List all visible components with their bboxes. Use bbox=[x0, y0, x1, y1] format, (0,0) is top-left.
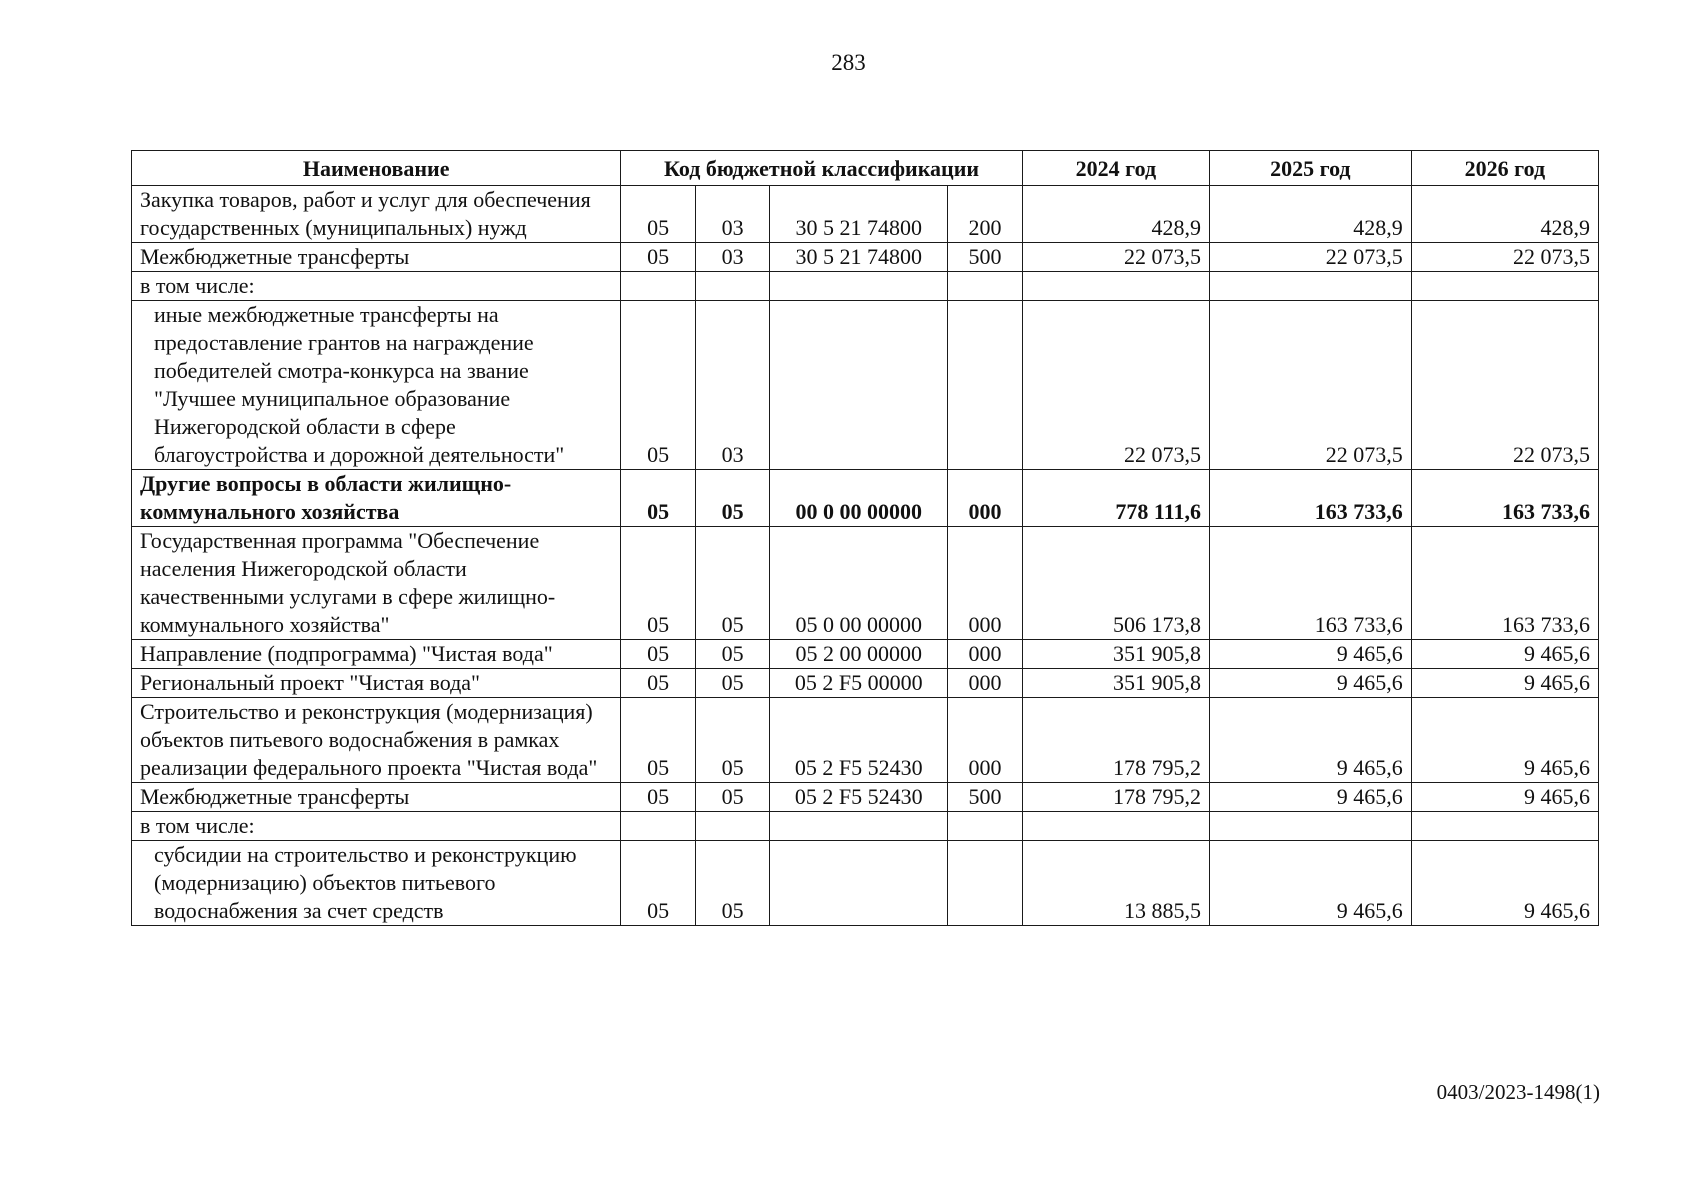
table-row bbox=[132, 470, 1599, 527]
row-section: 05 bbox=[621, 841, 695, 926]
row-subsection: 05 bbox=[695, 640, 769, 669]
table-row bbox=[132, 243, 1599, 272]
row-value-2025: 22 073,5 bbox=[1209, 301, 1411, 470]
row-value-2025 bbox=[1209, 272, 1411, 301]
row-value-2024: 178 795,2 bbox=[1022, 783, 1209, 812]
table-row bbox=[132, 640, 1599, 669]
row-subsection: 03 bbox=[695, 301, 769, 470]
row-subsection bbox=[695, 812, 769, 841]
row-section: 05 bbox=[621, 783, 695, 812]
document-code: 0403/2023-1498(1) bbox=[1436, 1080, 1600, 1104]
row-value-2026: 163 733,6 bbox=[1411, 470, 1598, 527]
row-name: Региональный проект "Чистая вода" bbox=[132, 669, 621, 698]
row-value-2026: 9 465,6 bbox=[1411, 669, 1598, 698]
row-section bbox=[621, 812, 695, 841]
table-row bbox=[132, 812, 1599, 841]
row-value-2025 bbox=[1209, 812, 1411, 841]
row-expense-type: 000 bbox=[948, 470, 1022, 527]
table-row bbox=[132, 841, 1599, 926]
row-subsection: 05 bbox=[695, 698, 769, 783]
row-name bbox=[132, 301, 621, 470]
row-expense-type: 000 bbox=[948, 527, 1022, 640]
row-subsection: 05 bbox=[695, 783, 769, 812]
row-target-article: 30 5 21 74800 bbox=[770, 186, 948, 243]
row-value-2024 bbox=[1022, 812, 1209, 841]
row-subsection: 03 bbox=[695, 243, 769, 272]
row-section: 05 bbox=[621, 640, 695, 669]
row-name: Государственная программа "Обеспечение населения Нижегородской области качественными услугами в сфере жилищно-коммунального хозяйства" bbox=[132, 527, 621, 640]
row-value-2024: 22 073,5 bbox=[1022, 301, 1209, 470]
row-name: Межбюджетные трансферты bbox=[132, 243, 621, 272]
row-subsection: 05 bbox=[695, 841, 769, 926]
table-row bbox=[132, 669, 1599, 698]
header-2024: 2024 год bbox=[1022, 151, 1209, 186]
row-expense-type bbox=[948, 301, 1022, 470]
row-section bbox=[621, 272, 695, 301]
row-target-article: 00 0 00 00000 bbox=[770, 470, 948, 527]
row-expense-type: 200 bbox=[948, 186, 1022, 243]
row-target-article: 05 2 F5 52430 bbox=[770, 783, 948, 812]
row-name-text: субсидии на строительство и реконструкцию (модернизацию) объектов питьевого водоснабжения за счет средств bbox=[154, 842, 577, 923]
row-name bbox=[132, 841, 621, 926]
row-expense-type bbox=[948, 812, 1022, 841]
row-name: Закупка товаров, работ и услуг для обеспечения государственных (муниципальных) нужд bbox=[132, 186, 621, 243]
row-expense-type: 500 bbox=[948, 243, 1022, 272]
row-section: 05 bbox=[621, 186, 695, 243]
row-value-2025: 163 733,6 bbox=[1209, 470, 1411, 527]
row-value-2024: 178 795,2 bbox=[1022, 698, 1209, 783]
row-subsection bbox=[695, 272, 769, 301]
row-value-2026: 9 465,6 bbox=[1411, 698, 1598, 783]
row-target-article: 05 2 00 00000 bbox=[770, 640, 948, 669]
header-2026: 2026 год bbox=[1411, 151, 1598, 186]
row-value-2024: 428,9 bbox=[1022, 186, 1209, 243]
row-subsection: 05 bbox=[695, 470, 769, 527]
row-section: 05 bbox=[621, 243, 695, 272]
table-row bbox=[132, 301, 1599, 470]
row-target-article bbox=[770, 841, 948, 926]
row-value-2024: 13 885,5 bbox=[1022, 841, 1209, 926]
row-name-text: иные межбюджетные трансферты на предоставление грантов на награждение победителей смотра-конкурса на звание "Лучшее муниципальное образование Нижегородской области в сфере благоустройства и дорожной деятельности" bbox=[154, 302, 565, 467]
row-value-2024: 506 173,8 bbox=[1022, 527, 1209, 640]
row-section: 05 bbox=[621, 698, 695, 783]
header-2025: 2025 год bbox=[1209, 151, 1411, 186]
row-expense-type: 000 bbox=[948, 698, 1022, 783]
row-target-article bbox=[770, 812, 948, 841]
row-value-2024: 351 905,8 bbox=[1022, 669, 1209, 698]
row-value-2026: 22 073,5 bbox=[1411, 243, 1598, 272]
budget-table bbox=[131, 150, 1599, 926]
table-row bbox=[132, 783, 1599, 812]
row-target-article: 30 5 21 74800 bbox=[770, 243, 948, 272]
row-expense-type bbox=[948, 272, 1022, 301]
row-section: 05 bbox=[621, 669, 695, 698]
row-value-2024: 351 905,8 bbox=[1022, 640, 1209, 669]
row-name: Строительство и реконструкция (модернизация) объектов питьевого водоснабжения в рамках реализации федерального проекта "Чистая вода" bbox=[132, 698, 621, 783]
row-name: Другие вопросы в области жилищно-коммунального хозяйства bbox=[132, 470, 621, 527]
header-row bbox=[132, 151, 1599, 186]
row-value-2024 bbox=[1022, 272, 1209, 301]
row-subsection: 05 bbox=[695, 527, 769, 640]
row-name: Направление (подпрограмма) "Чистая вода" bbox=[132, 640, 621, 669]
row-value-2024: 778 111,6 bbox=[1022, 470, 1209, 527]
row-target-article: 05 2 F5 52430 bbox=[770, 698, 948, 783]
row-section: 05 bbox=[621, 527, 695, 640]
row-value-2026: 22 073,5 bbox=[1411, 301, 1598, 470]
row-expense-type: 000 bbox=[948, 669, 1022, 698]
row-expense-type bbox=[948, 841, 1022, 926]
row-section: 05 bbox=[621, 470, 695, 527]
row-target-article: 05 0 00 00000 bbox=[770, 527, 948, 640]
header-name: Наименование bbox=[132, 151, 621, 186]
row-value-2025: 9 465,6 bbox=[1209, 783, 1411, 812]
row-section: 05 bbox=[621, 301, 695, 470]
table-row bbox=[132, 186, 1599, 243]
table-row bbox=[132, 527, 1599, 640]
row-value-2025: 9 465,6 bbox=[1209, 698, 1411, 783]
row-value-2026: 428,9 bbox=[1411, 186, 1598, 243]
row-value-2025: 163 733,6 bbox=[1209, 527, 1411, 640]
row-value-2026 bbox=[1411, 272, 1598, 301]
page-number: 283 bbox=[831, 50, 866, 75]
row-name: Межбюджетные трансферты bbox=[132, 783, 621, 812]
row-value-2026 bbox=[1411, 812, 1598, 841]
row-value-2026: 9 465,6 bbox=[1411, 783, 1598, 812]
table-row bbox=[132, 272, 1599, 301]
row-target-article: 05 2 F5 00000 bbox=[770, 669, 948, 698]
header-code: Код бюджетной классификации bbox=[621, 151, 1022, 186]
row-value-2025: 428,9 bbox=[1209, 186, 1411, 243]
row-subsection: 03 bbox=[695, 186, 769, 243]
row-name: в том числе: bbox=[132, 272, 621, 301]
row-value-2025: 9 465,6 bbox=[1209, 669, 1411, 698]
row-value-2024: 22 073,5 bbox=[1022, 243, 1209, 272]
row-subsection: 05 bbox=[695, 669, 769, 698]
row-value-2026: 163 733,6 bbox=[1411, 527, 1598, 640]
row-name: в том числе: bbox=[132, 812, 621, 841]
table-row bbox=[132, 698, 1599, 783]
row-expense-type: 000 bbox=[948, 640, 1022, 669]
row-value-2026: 9 465,6 bbox=[1411, 841, 1598, 926]
row-target-article bbox=[770, 301, 948, 470]
row-expense-type: 500 bbox=[948, 783, 1022, 812]
row-value-2025: 9 465,6 bbox=[1209, 841, 1411, 926]
row-target-article bbox=[770, 272, 948, 301]
row-value-2026: 9 465,6 bbox=[1411, 640, 1598, 669]
row-value-2025: 9 465,6 bbox=[1209, 640, 1411, 669]
row-value-2025: 22 073,5 bbox=[1209, 243, 1411, 272]
